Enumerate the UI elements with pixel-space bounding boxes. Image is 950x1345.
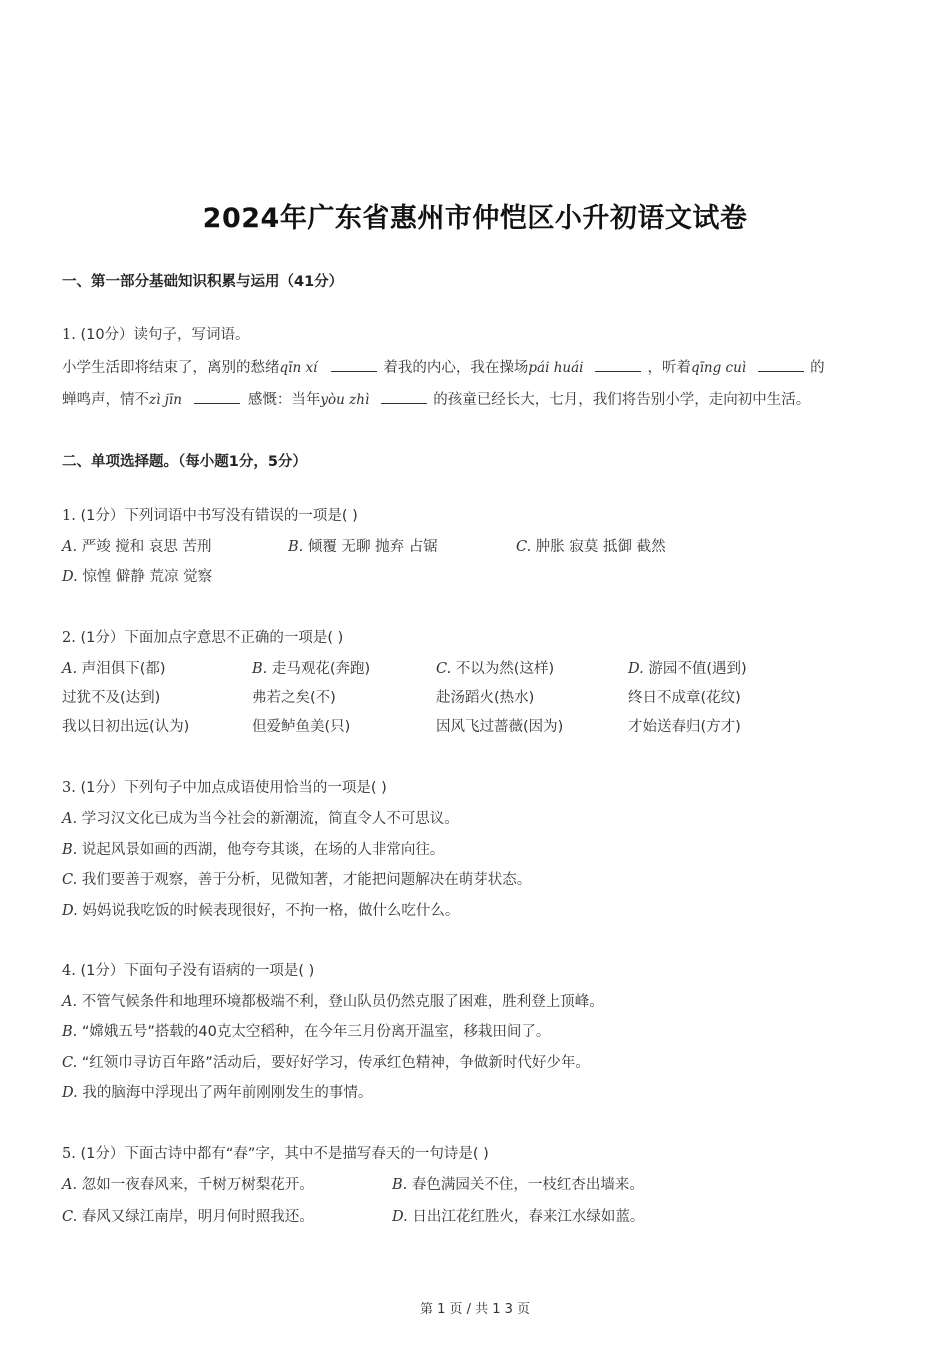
passage-text: 的孩童已经长大，七月，我们将告别小学，走向初中生活。 <box>433 392 811 408</box>
option-c-line-3: 因风飞过蔷薇(因为) <box>436 719 564 735</box>
passage-text: 的 <box>810 360 825 376</box>
question-number: 1. <box>62 327 76 343</box>
option-text: 春风又绿江南岸，明月何时照我还。 <box>81 1209 314 1225</box>
answer-blank[interactable] <box>194 391 240 404</box>
answer-blank[interactable] <box>331 359 377 372</box>
option-a[interactable] <box>62 535 212 556</box>
passage-text: ，听着 <box>647 360 691 376</box>
answer-blank[interactable] <box>758 359 804 372</box>
question-text: (1分）下面古诗中都有“春”字，其中不是描写春天的一句诗是( ) <box>80 1146 489 1162</box>
option-label: C. <box>62 1055 78 1071</box>
page-title: 2024年广东省惠州市仲恺区小升初语文试卷 <box>202 203 748 234</box>
passage-text: 感慨：当年 <box>247 392 321 408</box>
choice-question-3-header <box>62 776 387 797</box>
passage-text: 小学生活即将结束了，离别的愁绪 <box>62 360 280 376</box>
option-c[interactable] <box>62 868 531 889</box>
choice-question-4-header <box>62 959 314 980</box>
option-label: B. <box>62 842 78 858</box>
question-1-line-2 <box>62 388 810 409</box>
option-c-line-2: 赴汤蹈火(热水) <box>436 690 535 706</box>
pinyin: qīn xí <box>279 360 318 376</box>
option-b-line-2: 弗若之矣(不) <box>252 690 336 706</box>
option-a[interactable] <box>62 807 459 828</box>
answer-blank[interactable] <box>381 391 427 404</box>
question-text: (1分）下列句子中加点成语使用恰当的一项是( ) <box>80 780 387 796</box>
option-c[interactable] <box>62 1205 314 1226</box>
option-a[interactable] <box>62 657 166 678</box>
option-text: 惊惶 僻静 荒凉 觉察 <box>82 569 213 585</box>
question-number: 5. <box>62 1146 76 1162</box>
option-b[interactable] <box>62 838 444 859</box>
option-text: 说起风景如画的西湖，他夸夸其谈，在场的人非常向往。 <box>81 842 445 858</box>
question-1-line-1 <box>62 356 825 377</box>
option-text: 倾覆 无聊 抛弃 占锯 <box>307 539 438 555</box>
option-text: 我的脑海中浮现出了两年前刚刚发生的事情。 <box>82 1085 373 1101</box>
option-label: B. <box>392 1177 408 1193</box>
option-label: D. <box>62 903 78 919</box>
option-c[interactable] <box>62 1051 590 1072</box>
question-number: 3. <box>62 780 76 796</box>
option-d-line-2: 终日不成章(花纹) <box>628 690 741 706</box>
option-text: 忽如一夜春风来，千树万树梨花开。 <box>81 1177 314 1193</box>
option-text: 声泪俱下(都) <box>81 661 166 677</box>
page-footer: 第 1 页 / 共 1 3 页 <box>419 1302 531 1317</box>
option-text: 日出江花红胜火，春来江水绿如蓝。 <box>412 1209 645 1225</box>
option-label: D. <box>62 569 78 585</box>
option-label: B. <box>62 1024 78 1040</box>
option-b[interactable] <box>252 657 370 678</box>
option-a[interactable] <box>62 990 604 1011</box>
question-number: 4. <box>62 963 76 979</box>
option-text: 不以为然(这样) <box>455 661 555 677</box>
section-heading-2: 二、单项选择题。（每小题1分，5分） <box>62 454 307 470</box>
question-text: (1分）下列词语中书写没有错误的一项是( ) <box>80 508 358 524</box>
option-label: A. <box>62 994 78 1010</box>
option-text: 春色满园关不住，一枝红杏出墙来。 <box>411 1177 644 1193</box>
option-label: A. <box>62 539 78 555</box>
option-c[interactable] <box>516 535 666 556</box>
option-label: C. <box>516 539 532 555</box>
option-label: D. <box>392 1209 408 1225</box>
option-d[interactable] <box>62 899 459 920</box>
option-text: 走马观花(奔跑) <box>271 661 371 677</box>
option-a[interactable] <box>62 1173 314 1194</box>
option-d[interactable] <box>62 1081 372 1102</box>
option-label: B. <box>288 539 304 555</box>
option-label: D. <box>62 1085 78 1101</box>
option-text: 学习汉文化已成为当今社会的新潮流，简直令人不可思议。 <box>81 811 459 827</box>
option-c[interactable] <box>436 657 554 678</box>
option-label: B. <box>252 661 268 677</box>
option-label: A. <box>62 811 78 827</box>
option-text: 不管气候条件和地理环境都极端不利，登山队员仍然克服了困难，胜利登上顶峰。 <box>81 994 604 1010</box>
option-label: C. <box>436 661 452 677</box>
question-1-header <box>62 323 250 344</box>
pinyin: qīng cuì <box>690 360 747 376</box>
question-number: 2. <box>62 630 76 646</box>
passage-text: 着我的内心，我在操场 <box>383 360 529 376</box>
choice-question-2-header <box>62 626 343 647</box>
option-text: “嫦娥五号”搭载的40克太空稻种，在今年三月份离开温室，移栽田间了。 <box>81 1024 551 1040</box>
option-d[interactable] <box>628 657 747 678</box>
option-b[interactable] <box>392 1173 644 1194</box>
option-b-line-3: 但爱鲈鱼美(只) <box>252 719 351 735</box>
option-d-line-3: 才始送春归(方才) <box>628 719 741 735</box>
option-a-line-3: 我以日初出远(认为) <box>62 719 190 735</box>
answer-blank[interactable] <box>595 359 641 372</box>
section-heading-1: 一、第一部分基础知识积累与运用（41分） <box>62 274 344 290</box>
option-text: 严竣 搅和 哀思 苦刑 <box>81 539 212 555</box>
passage-text: 蝉鸣声，情不 <box>62 392 149 408</box>
option-text: 妈妈说我吃饭的时候表现很好，不拘一格，做什么吃什么。 <box>82 903 460 919</box>
option-text: 我们要善于观察，善于分析，见微知著，才能把问题解决在萌芽状态。 <box>81 872 532 888</box>
pinyin: pái huái <box>528 360 584 376</box>
option-label: C. <box>62 1209 78 1225</box>
option-text: 游园不值(遇到) <box>648 661 747 677</box>
option-label: A. <box>62 1177 78 1193</box>
option-text: 肿胀 寂莫 抵御 截然 <box>535 539 666 555</box>
question-number: 1. <box>62 508 76 524</box>
option-d[interactable] <box>392 1205 644 1226</box>
option-text: “红领巾寻访百年路”活动后，要好好学习，传承红色精神，争做新时代好少年。 <box>81 1055 590 1071</box>
option-b[interactable] <box>62 1020 550 1041</box>
choice-question-1-header <box>62 504 358 525</box>
option-label: A. <box>62 661 78 677</box>
question-text: (1分）下面句子没有语病的一项是( ) <box>80 963 315 979</box>
option-label: C. <box>62 872 78 888</box>
option-a-line-2: 过犹不及(达到) <box>62 690 161 706</box>
pinyin: yòu zhì <box>320 392 370 408</box>
pinyin: zì jīn <box>149 392 182 408</box>
option-d[interactable] <box>62 565 212 586</box>
choice-question-5-header <box>62 1142 489 1163</box>
option-label: D. <box>628 661 644 677</box>
question-text: (1分）下面加点字意思不正确的一项是( ) <box>80 630 344 646</box>
option-b[interactable] <box>288 535 438 556</box>
question-text: (10分）读句子，写词语。 <box>80 327 250 343</box>
